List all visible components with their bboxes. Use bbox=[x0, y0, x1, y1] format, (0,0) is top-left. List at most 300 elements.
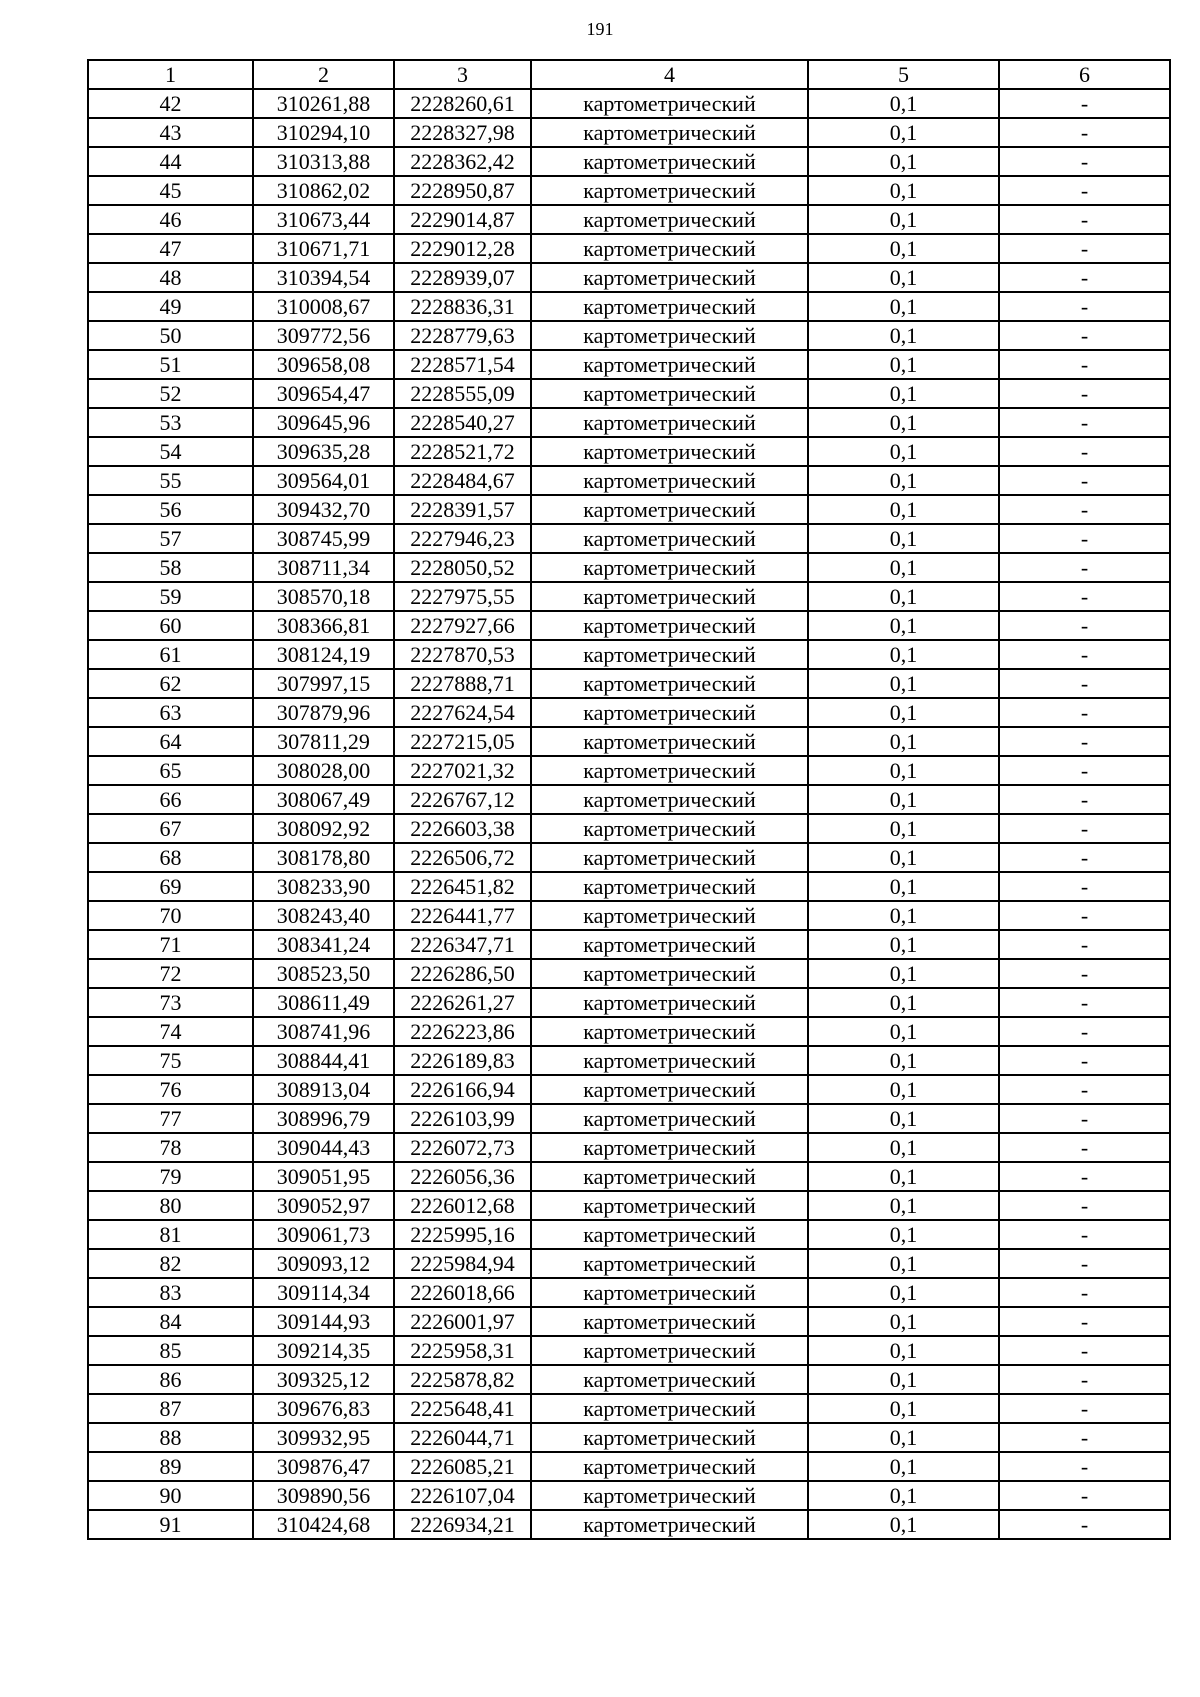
accuracy-cell: 0,1 bbox=[808, 495, 999, 524]
method-cell: картометрический bbox=[531, 1220, 808, 1249]
table-row bbox=[88, 176, 1170, 205]
method-cell: картометрический bbox=[531, 118, 808, 147]
note-cell: - bbox=[999, 1162, 1170, 1191]
x-coordinate-cell: 310008,67 bbox=[253, 292, 394, 321]
method-cell: картометрический bbox=[531, 1394, 808, 1423]
y-coordinate-cell: 2226072,73 bbox=[394, 1133, 531, 1162]
y-coordinate-cell: 2227870,53 bbox=[394, 640, 531, 669]
table-row bbox=[88, 901, 1170, 930]
y-coordinate-cell: 2225878,82 bbox=[394, 1365, 531, 1394]
note-cell: - bbox=[999, 1104, 1170, 1133]
y-coordinate-cell: 2226103,99 bbox=[394, 1104, 531, 1133]
point-number-cell: 52 bbox=[88, 379, 253, 408]
table-row bbox=[88, 930, 1170, 959]
accuracy-cell: 0,1 bbox=[808, 872, 999, 901]
x-coordinate-cell: 310671,71 bbox=[253, 234, 394, 263]
point-number-cell: 81 bbox=[88, 1220, 253, 1249]
table-row bbox=[88, 350, 1170, 379]
y-coordinate-cell: 2226451,82 bbox=[394, 872, 531, 901]
point-number-cell: 45 bbox=[88, 176, 253, 205]
note-cell: - bbox=[999, 118, 1170, 147]
accuracy-cell: 0,1 bbox=[808, 930, 999, 959]
table-row bbox=[88, 1452, 1170, 1481]
method-cell: картометрический bbox=[531, 205, 808, 234]
accuracy-cell: 0,1 bbox=[808, 1046, 999, 1075]
note-cell: - bbox=[999, 785, 1170, 814]
y-coordinate-cell: 2228836,31 bbox=[394, 292, 531, 321]
note-cell: - bbox=[999, 1510, 1170, 1539]
point-number-cell: 49 bbox=[88, 292, 253, 321]
table-row bbox=[88, 553, 1170, 582]
y-coordinate-cell: 2226603,38 bbox=[394, 814, 531, 843]
note-cell: - bbox=[999, 1249, 1170, 1278]
point-number-cell: 65 bbox=[88, 756, 253, 785]
y-coordinate-cell: 2228050,52 bbox=[394, 553, 531, 582]
method-cell: картометрический bbox=[531, 1510, 808, 1539]
note-cell: - bbox=[999, 1046, 1170, 1075]
x-coordinate-cell: 310261,88 bbox=[253, 89, 394, 118]
y-coordinate-cell: 2225648,41 bbox=[394, 1394, 531, 1423]
x-coordinate-cell: 309658,08 bbox=[253, 350, 394, 379]
point-number-cell: 86 bbox=[88, 1365, 253, 1394]
point-number-cell: 58 bbox=[88, 553, 253, 582]
point-number-cell: 90 bbox=[88, 1481, 253, 1510]
accuracy-cell: 0,1 bbox=[808, 1278, 999, 1307]
x-coordinate-cell: 308523,50 bbox=[253, 959, 394, 988]
accuracy-cell: 0,1 bbox=[808, 350, 999, 379]
point-number-cell: 87 bbox=[88, 1394, 253, 1423]
point-number-cell: 44 bbox=[88, 147, 253, 176]
table-row bbox=[88, 988, 1170, 1017]
method-cell: картометрический bbox=[531, 292, 808, 321]
accuracy-cell: 0,1 bbox=[808, 1191, 999, 1220]
point-number-cell: 85 bbox=[88, 1336, 253, 1365]
y-coordinate-cell: 2226223,86 bbox=[394, 1017, 531, 1046]
point-number-cell: 43 bbox=[88, 118, 253, 147]
table-row bbox=[88, 1278, 1170, 1307]
y-coordinate-cell: 2225984,94 bbox=[394, 1249, 531, 1278]
point-number-cell: 70 bbox=[88, 901, 253, 930]
note-cell: - bbox=[999, 640, 1170, 669]
point-number-cell: 51 bbox=[88, 350, 253, 379]
method-cell: картометрический bbox=[531, 176, 808, 205]
table-row bbox=[88, 1394, 1170, 1423]
table-row bbox=[88, 524, 1170, 553]
note-cell: - bbox=[999, 1133, 1170, 1162]
x-coordinate-cell: 309645,96 bbox=[253, 408, 394, 437]
table-row bbox=[88, 640, 1170, 669]
method-cell: картометрический bbox=[531, 466, 808, 495]
accuracy-cell: 0,1 bbox=[808, 176, 999, 205]
note-cell: - bbox=[999, 147, 1170, 176]
method-cell: картометрический bbox=[531, 611, 808, 640]
x-coordinate-cell: 308243,40 bbox=[253, 901, 394, 930]
y-coordinate-cell: 2226286,50 bbox=[394, 959, 531, 988]
point-number-cell: 62 bbox=[88, 669, 253, 698]
method-cell: картометрический bbox=[531, 1162, 808, 1191]
y-coordinate-cell: 2228939,07 bbox=[394, 263, 531, 292]
method-cell: картометрический bbox=[531, 495, 808, 524]
accuracy-cell: 0,1 bbox=[808, 756, 999, 785]
x-coordinate-cell: 310862,02 bbox=[253, 176, 394, 205]
accuracy-cell: 0,1 bbox=[808, 1365, 999, 1394]
method-cell: картометрический bbox=[531, 234, 808, 263]
point-number-cell: 76 bbox=[88, 1075, 253, 1104]
note-cell: - bbox=[999, 1075, 1170, 1104]
x-coordinate-cell: 309564,01 bbox=[253, 466, 394, 495]
column-header-4: 4 bbox=[531, 60, 808, 89]
point-number-cell: 83 bbox=[88, 1278, 253, 1307]
point-number-cell: 88 bbox=[88, 1423, 253, 1452]
method-cell: картометрический bbox=[531, 1278, 808, 1307]
table-row bbox=[88, 118, 1170, 147]
accuracy-cell: 0,1 bbox=[808, 1510, 999, 1539]
accuracy-cell: 0,1 bbox=[808, 1133, 999, 1162]
table-row bbox=[88, 321, 1170, 350]
x-coordinate-cell: 308741,96 bbox=[253, 1017, 394, 1046]
table-row bbox=[88, 756, 1170, 785]
point-number-cell: 56 bbox=[88, 495, 253, 524]
x-coordinate-cell: 309052,97 bbox=[253, 1191, 394, 1220]
column-header-2: 2 bbox=[253, 60, 394, 89]
method-cell: картометрический bbox=[531, 89, 808, 118]
method-cell: картометрический bbox=[531, 930, 808, 959]
point-number-cell: 59 bbox=[88, 582, 253, 611]
note-cell: - bbox=[999, 1278, 1170, 1307]
accuracy-cell: 0,1 bbox=[808, 1423, 999, 1452]
accuracy-cell: 0,1 bbox=[808, 321, 999, 350]
x-coordinate-cell: 309144,93 bbox=[253, 1307, 394, 1336]
accuracy-cell: 0,1 bbox=[808, 1336, 999, 1365]
note-cell: - bbox=[999, 1394, 1170, 1423]
y-coordinate-cell: 2226506,72 bbox=[394, 843, 531, 872]
table-body bbox=[88, 89, 1170, 1539]
method-cell: картометрический bbox=[531, 756, 808, 785]
method-cell: картометрический bbox=[531, 1481, 808, 1510]
y-coordinate-cell: 2228571,54 bbox=[394, 350, 531, 379]
accuracy-cell: 0,1 bbox=[808, 1452, 999, 1481]
note-cell: - bbox=[999, 553, 1170, 582]
x-coordinate-cell: 310394,54 bbox=[253, 263, 394, 292]
method-cell: картометрический bbox=[531, 872, 808, 901]
accuracy-cell: 0,1 bbox=[808, 524, 999, 553]
x-coordinate-cell: 309432,70 bbox=[253, 495, 394, 524]
accuracy-cell: 0,1 bbox=[808, 814, 999, 843]
note-cell: - bbox=[999, 1452, 1170, 1481]
accuracy-cell: 0,1 bbox=[808, 1220, 999, 1249]
x-coordinate-cell: 308844,41 bbox=[253, 1046, 394, 1075]
point-number-cell: 48 bbox=[88, 263, 253, 292]
table-row bbox=[88, 495, 1170, 524]
table-row bbox=[88, 1249, 1170, 1278]
accuracy-cell: 0,1 bbox=[808, 408, 999, 437]
method-cell: картометрический bbox=[531, 1191, 808, 1220]
column-header-1: 1 bbox=[88, 60, 253, 89]
accuracy-cell: 0,1 bbox=[808, 988, 999, 1017]
method-cell: картометрический bbox=[531, 959, 808, 988]
y-coordinate-cell: 2226056,36 bbox=[394, 1162, 531, 1191]
note-cell: - bbox=[999, 1336, 1170, 1365]
point-number-cell: 54 bbox=[88, 437, 253, 466]
method-cell: картометрический bbox=[531, 1365, 808, 1394]
x-coordinate-cell: 308913,04 bbox=[253, 1075, 394, 1104]
table-row bbox=[88, 1017, 1170, 1046]
y-coordinate-cell: 2226261,27 bbox=[394, 988, 531, 1017]
x-coordinate-cell: 308028,00 bbox=[253, 756, 394, 785]
note-cell: - bbox=[999, 843, 1170, 872]
method-cell: картометрический bbox=[531, 1046, 808, 1075]
accuracy-cell: 0,1 bbox=[808, 959, 999, 988]
column-header-5: 5 bbox=[808, 60, 999, 89]
y-coordinate-cell: 2227215,05 bbox=[394, 727, 531, 756]
y-coordinate-cell: 2226347,71 bbox=[394, 930, 531, 959]
accuracy-cell: 0,1 bbox=[808, 698, 999, 727]
accuracy-cell: 0,1 bbox=[808, 466, 999, 495]
note-cell: - bbox=[999, 1191, 1170, 1220]
note-cell: - bbox=[999, 1365, 1170, 1394]
y-coordinate-cell: 2228362,42 bbox=[394, 147, 531, 176]
accuracy-cell: 0,1 bbox=[808, 843, 999, 872]
accuracy-cell: 0,1 bbox=[808, 582, 999, 611]
method-cell: картометрический bbox=[531, 524, 808, 553]
note-cell: - bbox=[999, 698, 1170, 727]
point-number-cell: 71 bbox=[88, 930, 253, 959]
x-coordinate-cell: 307997,15 bbox=[253, 669, 394, 698]
method-cell: картометрический bbox=[531, 147, 808, 176]
accuracy-cell: 0,1 bbox=[808, 1307, 999, 1336]
note-cell: - bbox=[999, 1307, 1170, 1336]
x-coordinate-cell: 310313,88 bbox=[253, 147, 394, 176]
x-coordinate-cell: 309932,95 bbox=[253, 1423, 394, 1452]
accuracy-cell: 0,1 bbox=[808, 640, 999, 669]
y-coordinate-cell: 2225995,16 bbox=[394, 1220, 531, 1249]
y-coordinate-cell: 2228327,98 bbox=[394, 118, 531, 147]
table-row bbox=[88, 408, 1170, 437]
table-row bbox=[88, 1423, 1170, 1452]
y-coordinate-cell: 2226012,68 bbox=[394, 1191, 531, 1220]
method-cell: картометрический bbox=[531, 785, 808, 814]
x-coordinate-cell: 307811,29 bbox=[253, 727, 394, 756]
accuracy-cell: 0,1 bbox=[808, 901, 999, 930]
y-coordinate-cell: 2227624,54 bbox=[394, 698, 531, 727]
point-number-cell: 77 bbox=[88, 1104, 253, 1133]
y-coordinate-cell: 2227021,32 bbox=[394, 756, 531, 785]
point-number-cell: 57 bbox=[88, 524, 253, 553]
y-coordinate-cell: 2226018,66 bbox=[394, 1278, 531, 1307]
table-row bbox=[88, 1104, 1170, 1133]
x-coordinate-cell: 308341,24 bbox=[253, 930, 394, 959]
x-coordinate-cell: 310673,44 bbox=[253, 205, 394, 234]
method-cell: картометрический bbox=[531, 263, 808, 292]
table-row bbox=[88, 466, 1170, 495]
y-coordinate-cell: 2226044,71 bbox=[394, 1423, 531, 1452]
method-cell: картометрический bbox=[531, 437, 808, 466]
y-coordinate-cell: 2228555,09 bbox=[394, 379, 531, 408]
x-coordinate-cell: 308233,90 bbox=[253, 872, 394, 901]
table-row bbox=[88, 1075, 1170, 1104]
y-coordinate-cell: 2226189,83 bbox=[394, 1046, 531, 1075]
x-coordinate-cell: 307879,96 bbox=[253, 698, 394, 727]
note-cell: - bbox=[999, 959, 1170, 988]
table-row bbox=[88, 147, 1170, 176]
x-coordinate-cell: 309325,12 bbox=[253, 1365, 394, 1394]
point-number-cell: 50 bbox=[88, 321, 253, 350]
y-coordinate-cell: 2228521,72 bbox=[394, 437, 531, 466]
y-coordinate-cell: 2226001,97 bbox=[394, 1307, 531, 1336]
x-coordinate-cell: 309772,56 bbox=[253, 321, 394, 350]
accuracy-cell: 0,1 bbox=[808, 785, 999, 814]
point-number-cell: 69 bbox=[88, 872, 253, 901]
accuracy-cell: 0,1 bbox=[808, 1249, 999, 1278]
accuracy-cell: 0,1 bbox=[808, 292, 999, 321]
point-number-cell: 74 bbox=[88, 1017, 253, 1046]
table-row bbox=[88, 1365, 1170, 1394]
x-coordinate-cell: 308570,18 bbox=[253, 582, 394, 611]
note-cell: - bbox=[999, 292, 1170, 321]
note-cell: - bbox=[999, 930, 1170, 959]
note-cell: - bbox=[999, 350, 1170, 379]
method-cell: картометрический bbox=[531, 727, 808, 756]
table-row bbox=[88, 785, 1170, 814]
note-cell: - bbox=[999, 582, 1170, 611]
x-coordinate-cell: 309635,28 bbox=[253, 437, 394, 466]
table-row bbox=[88, 727, 1170, 756]
table-row bbox=[88, 437, 1170, 466]
table-row bbox=[88, 1220, 1170, 1249]
method-cell: картометрический bbox=[531, 350, 808, 379]
method-cell: картометрический bbox=[531, 553, 808, 582]
x-coordinate-cell: 308178,80 bbox=[253, 843, 394, 872]
accuracy-cell: 0,1 bbox=[808, 553, 999, 582]
accuracy-cell: 0,1 bbox=[808, 234, 999, 263]
point-number-cell: 53 bbox=[88, 408, 253, 437]
x-coordinate-cell: 308711,34 bbox=[253, 553, 394, 582]
y-coordinate-cell: 2227946,23 bbox=[394, 524, 531, 553]
method-cell: картометрический bbox=[531, 698, 808, 727]
method-cell: картометрический bbox=[531, 1249, 808, 1278]
accuracy-cell: 0,1 bbox=[808, 1104, 999, 1133]
note-cell: - bbox=[999, 176, 1170, 205]
point-number-cell: 79 bbox=[88, 1162, 253, 1191]
accuracy-cell: 0,1 bbox=[808, 1481, 999, 1510]
point-number-cell: 64 bbox=[88, 727, 253, 756]
coordinates-table bbox=[87, 59, 1171, 1540]
y-coordinate-cell: 2229012,28 bbox=[394, 234, 531, 263]
accuracy-cell: 0,1 bbox=[808, 118, 999, 147]
point-number-cell: 91 bbox=[88, 1510, 253, 1539]
y-coordinate-cell: 2226107,04 bbox=[394, 1481, 531, 1510]
table-row bbox=[88, 698, 1170, 727]
table-header-row bbox=[88, 60, 1170, 89]
x-coordinate-cell: 308124,19 bbox=[253, 640, 394, 669]
table-row bbox=[88, 205, 1170, 234]
x-coordinate-cell: 308745,99 bbox=[253, 524, 394, 553]
method-cell: картометрический bbox=[531, 582, 808, 611]
y-coordinate-cell: 2228779,63 bbox=[394, 321, 531, 350]
column-header-3: 3 bbox=[394, 60, 531, 89]
method-cell: картометрический bbox=[531, 814, 808, 843]
point-number-cell: 72 bbox=[88, 959, 253, 988]
y-coordinate-cell: 2226767,12 bbox=[394, 785, 531, 814]
method-cell: картометрический bbox=[531, 669, 808, 698]
method-cell: картометрический bbox=[531, 901, 808, 930]
x-coordinate-cell: 309654,47 bbox=[253, 379, 394, 408]
method-cell: картометрический bbox=[531, 1133, 808, 1162]
method-cell: картометрический bbox=[531, 1423, 808, 1452]
method-cell: картометрический bbox=[531, 843, 808, 872]
point-number-cell: 84 bbox=[88, 1307, 253, 1336]
note-cell: - bbox=[999, 466, 1170, 495]
note-cell: - bbox=[999, 437, 1170, 466]
method-cell: картометрический bbox=[531, 1075, 808, 1104]
table-row bbox=[88, 263, 1170, 292]
note-cell: - bbox=[999, 263, 1170, 292]
note-cell: - bbox=[999, 756, 1170, 785]
note-cell: - bbox=[999, 1220, 1170, 1249]
x-coordinate-cell: 309876,47 bbox=[253, 1452, 394, 1481]
accuracy-cell: 0,1 bbox=[808, 727, 999, 756]
note-cell: - bbox=[999, 408, 1170, 437]
point-number-cell: 68 bbox=[88, 843, 253, 872]
method-cell: картометрический bbox=[531, 379, 808, 408]
point-number-cell: 82 bbox=[88, 1249, 253, 1278]
accuracy-cell: 0,1 bbox=[808, 1075, 999, 1104]
note-cell: - bbox=[999, 379, 1170, 408]
x-coordinate-cell: 309114,34 bbox=[253, 1278, 394, 1307]
accuracy-cell: 0,1 bbox=[808, 263, 999, 292]
y-coordinate-cell: 2225958,31 bbox=[394, 1336, 531, 1365]
point-number-cell: 73 bbox=[88, 988, 253, 1017]
x-coordinate-cell: 309061,73 bbox=[253, 1220, 394, 1249]
x-coordinate-cell: 309051,95 bbox=[253, 1162, 394, 1191]
note-cell: - bbox=[999, 1423, 1170, 1452]
y-coordinate-cell: 2226934,21 bbox=[394, 1510, 531, 1539]
table-row bbox=[88, 872, 1170, 901]
accuracy-cell: 0,1 bbox=[808, 611, 999, 640]
y-coordinate-cell: 2228484,67 bbox=[394, 466, 531, 495]
method-cell: картометрический bbox=[531, 321, 808, 350]
note-cell: - bbox=[999, 1017, 1170, 1046]
y-coordinate-cell: 2228260,61 bbox=[394, 89, 531, 118]
point-number-cell: 47 bbox=[88, 234, 253, 263]
y-coordinate-cell: 2226166,94 bbox=[394, 1075, 531, 1104]
note-cell: - bbox=[999, 205, 1170, 234]
note-cell: - bbox=[999, 1481, 1170, 1510]
note-cell: - bbox=[999, 89, 1170, 118]
point-number-cell: 46 bbox=[88, 205, 253, 234]
accuracy-cell: 0,1 bbox=[808, 1394, 999, 1423]
point-number-cell: 75 bbox=[88, 1046, 253, 1075]
method-cell: картометрический bbox=[531, 640, 808, 669]
x-coordinate-cell: 309676,83 bbox=[253, 1394, 394, 1423]
note-cell: - bbox=[999, 234, 1170, 263]
table-row bbox=[88, 1307, 1170, 1336]
table-row bbox=[88, 1191, 1170, 1220]
y-coordinate-cell: 2227888,71 bbox=[394, 669, 531, 698]
point-number-cell: 55 bbox=[88, 466, 253, 495]
table-row bbox=[88, 1336, 1170, 1365]
table-row bbox=[88, 1510, 1170, 1539]
note-cell: - bbox=[999, 988, 1170, 1017]
table-row bbox=[88, 843, 1170, 872]
accuracy-cell: 0,1 bbox=[808, 1017, 999, 1046]
x-coordinate-cell: 308092,92 bbox=[253, 814, 394, 843]
y-coordinate-cell: 2226085,21 bbox=[394, 1452, 531, 1481]
accuracy-cell: 0,1 bbox=[808, 147, 999, 176]
table-row bbox=[88, 1162, 1170, 1191]
table-row bbox=[88, 669, 1170, 698]
x-coordinate-cell: 309890,56 bbox=[253, 1481, 394, 1510]
